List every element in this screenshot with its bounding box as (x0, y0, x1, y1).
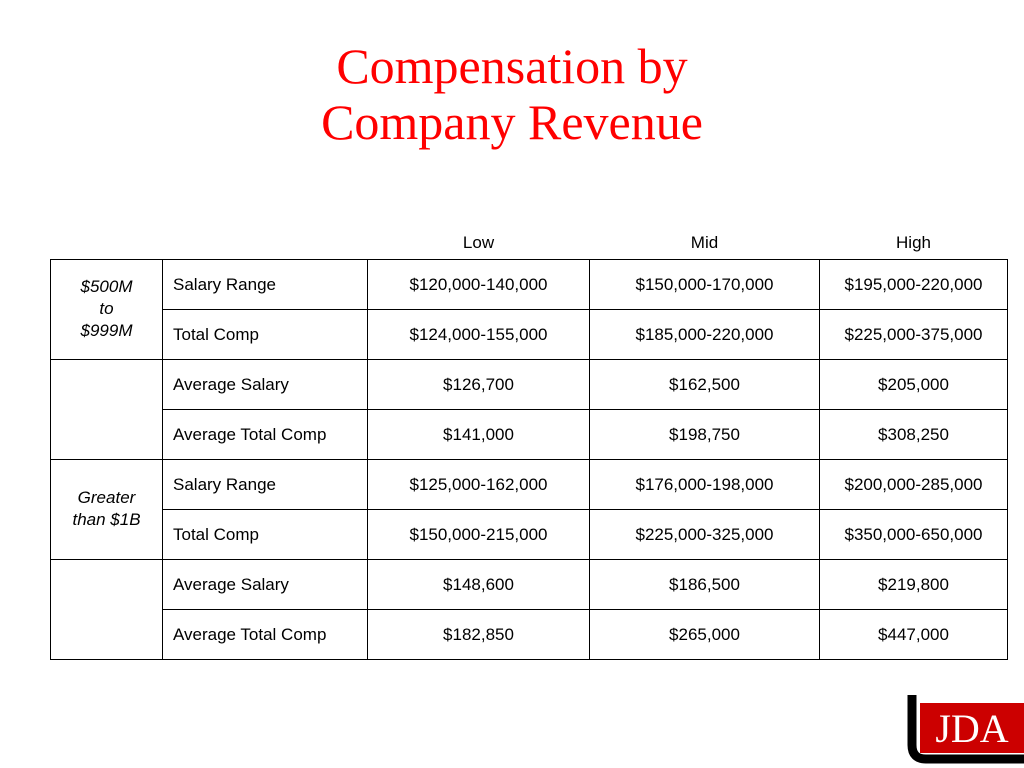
mid-value: $198,750 (590, 410, 820, 460)
low-value: $150,000-215,000 (368, 510, 590, 560)
revenue-group-label-line: $999M (80, 321, 133, 340)
low-value: $120,000-140,000 (368, 260, 590, 310)
table-row (51, 560, 1008, 610)
revenue-group-label-line: than $1B (72, 510, 141, 529)
high-value: $205,000 (820, 360, 1008, 410)
metric-label: Total Comp (163, 310, 368, 360)
high-value: $195,000-220,000 (820, 260, 1008, 310)
metric-label: Total Comp (163, 510, 368, 560)
low-value: $182,850 (368, 610, 590, 660)
jda-logo-mark (903, 695, 1024, 768)
table-row (51, 460, 1008, 510)
metric-label: Average Salary (163, 360, 368, 410)
high-value: $219,800 (820, 560, 1008, 610)
revenue-group-label (51, 260, 163, 360)
low-value: $148,600 (368, 560, 590, 610)
table-row (51, 260, 1008, 310)
mid-value: $176,000-198,000 (590, 460, 820, 510)
metric-label: Salary Range (163, 260, 368, 310)
mid-value: $185,000-220,000 (590, 310, 820, 360)
table-row (51, 510, 1008, 560)
revenue-group-label-empty (51, 560, 163, 660)
mid-value: $186,500 (590, 560, 820, 610)
slide-title-line-2: Company Revenue (321, 94, 703, 150)
revenue-group-label-empty (51, 360, 163, 460)
mid-value: $162,500 (590, 360, 820, 410)
metric-label: Average Salary (163, 560, 368, 610)
mid-value: $150,000-170,000 (590, 260, 820, 310)
header-cell-metric (163, 227, 368, 260)
high-value: $447,000 (820, 610, 1008, 660)
table-row (51, 610, 1008, 660)
metric-label: Average Total Comp (163, 410, 368, 460)
low-value: $141,000 (368, 410, 590, 460)
high-value: $200,000-285,000 (820, 460, 1008, 510)
header-cell-group (51, 227, 163, 260)
revenue-group-label-line: $500M (80, 277, 133, 296)
revenue-group-label (51, 460, 163, 560)
high-value: $350,000-650,000 (820, 510, 1008, 560)
jda-logo (903, 695, 1024, 768)
metric-label: Salary Range (163, 460, 368, 510)
low-value: $124,000-155,000 (368, 310, 590, 360)
mid-value: $265,000 (590, 610, 820, 660)
high-value: $225,000-375,000 (820, 310, 1008, 360)
table-row (51, 410, 1008, 460)
header-row (51, 227, 1008, 260)
revenue-group-label-line: Greater (77, 488, 136, 507)
table-row (51, 360, 1008, 410)
header-cell-mid: Mid (690, 233, 719, 252)
slide-title (0, 38, 1024, 150)
revenue-group-label-line: to (99, 299, 114, 318)
slide-title-line-1: Compensation by (336, 38, 688, 94)
compensation-table (50, 227, 1008, 660)
high-value: $308,250 (820, 410, 1008, 460)
mid-value: $225,000-325,000 (590, 510, 820, 560)
low-value: $125,000-162,000 (368, 460, 590, 510)
header-cell-low: Low (462, 233, 495, 252)
metric-label: Average Total Comp (163, 610, 368, 660)
table-row (51, 310, 1008, 360)
header-cell-high: High (896, 233, 931, 252)
svg-text:JDA: JDA (935, 706, 1009, 751)
low-value: $126,700 (368, 360, 590, 410)
